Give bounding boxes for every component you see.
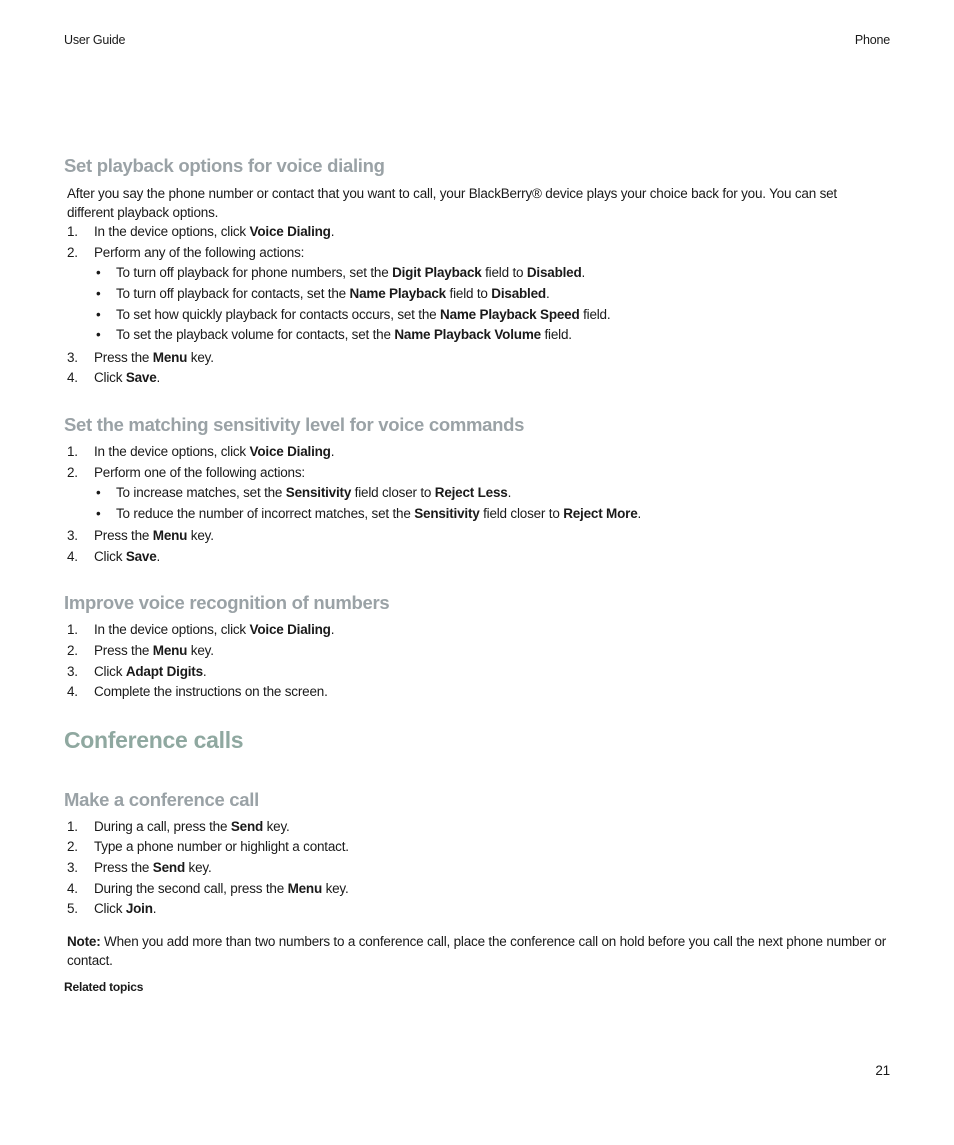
step-number: 3. <box>67 860 78 875</box>
step-number: 2. <box>67 643 78 658</box>
header-right: Phone <box>854 33 890 47</box>
bullet-text: To set how quickly playback for contacts occurs, set the Name Playback Speed field. <box>116 307 611 322</box>
step-text: In the device options, click Voice Dialing. <box>94 224 335 239</box>
note-text: When you add more than two numbers to a conference call, place the conference call on hold before you call the next phone number or contact. <box>67 934 887 968</box>
bullet-mark: • <box>96 327 101 342</box>
bullet-text: To turn off playback for phone numbers, set the Digit Playback field to Disabled. <box>116 265 586 280</box>
section-heading-sensitivity: Set the matching sensitivity level for voice commands <box>64 414 525 435</box>
bullet-text: To increase matches, set the Sensitivity field closer to Reject Less. <box>116 485 512 500</box>
step-number: 1. <box>67 224 78 239</box>
bullet-text: To turn off playback for contacts, set the Name Playback field to Disabled. <box>116 286 550 301</box>
note-label: Note: <box>67 934 101 949</box>
step-number: 4. <box>67 370 78 385</box>
step-text: Press the Menu key. <box>94 350 214 365</box>
step-number: 4. <box>67 684 78 699</box>
bullet-mark: • <box>96 286 101 301</box>
step-text: Press the Menu key. <box>94 528 214 543</box>
step-text: Perform any of the following actions: <box>94 245 305 260</box>
section-heading-recognition: Improve voice recognition of numbers <box>64 592 390 613</box>
step-number: 1. <box>67 622 78 637</box>
step-text: During a call, press the Send key. <box>94 819 290 834</box>
step-number: 2. <box>67 839 78 854</box>
step-text: In the device options, click Voice Dialing. <box>94 444 335 459</box>
step-text: Complete the instructions on the screen. <box>94 684 328 699</box>
note <box>67 932 887 970</box>
bullet-mark: • <box>96 307 101 322</box>
intro-paragraph: After you say the phone number or contact that you want to call, your BlackBerry® device plays your choice back for you. You can set different playback options. <box>67 186 837 220</box>
step-number: 3. <box>67 664 78 679</box>
bullet-mark: • <box>96 506 101 521</box>
step-number: 5. <box>67 901 78 916</box>
step-number: 4. <box>67 549 78 564</box>
bullet-text: To reduce the number of incorrect matches, set the Sensitivity field closer to Reject More. <box>116 506 642 521</box>
step-number: 3. <box>67 528 78 543</box>
step-number: 4. <box>67 881 78 896</box>
step-text: During the second call, press the Menu key. <box>94 881 349 896</box>
step-text: Click Save. <box>94 549 161 564</box>
step-text: Click Adapt Digits. <box>94 664 207 679</box>
step-text: Type a phone number or highlight a contact. <box>94 839 349 854</box>
bullet-mark: • <box>96 485 101 500</box>
step-text: Press the Send key. <box>94 860 212 875</box>
step-number: 1. <box>67 819 78 834</box>
step-number: 3. <box>67 350 78 365</box>
header-left: User Guide <box>64 33 126 47</box>
step-number: 1. <box>67 444 78 459</box>
step-text: Perform one of the following actions: <box>94 465 305 480</box>
chapter-heading-conference-calls: Conference calls <box>64 727 244 753</box>
step-text: In the device options, click Voice Dialing. <box>94 622 335 637</box>
step-number: 2. <box>67 465 78 480</box>
step-number: 2. <box>67 245 78 260</box>
step-text: Click Save. <box>94 370 161 385</box>
bullet-text: To set the playback volume for contacts, set the Name Playback Volume field. <box>116 327 572 342</box>
section-heading-conference-call: Make a conference call <box>64 789 259 810</box>
bullet-mark: • <box>96 265 101 280</box>
related-topics-heading: Related topics <box>64 980 144 994</box>
step-text: Press the Menu key. <box>94 643 214 658</box>
section-heading-playback: Set playback options for voice dialing <box>64 155 385 176</box>
page-number: 21 <box>875 1063 890 1078</box>
step-text: Click Join. <box>94 901 157 916</box>
